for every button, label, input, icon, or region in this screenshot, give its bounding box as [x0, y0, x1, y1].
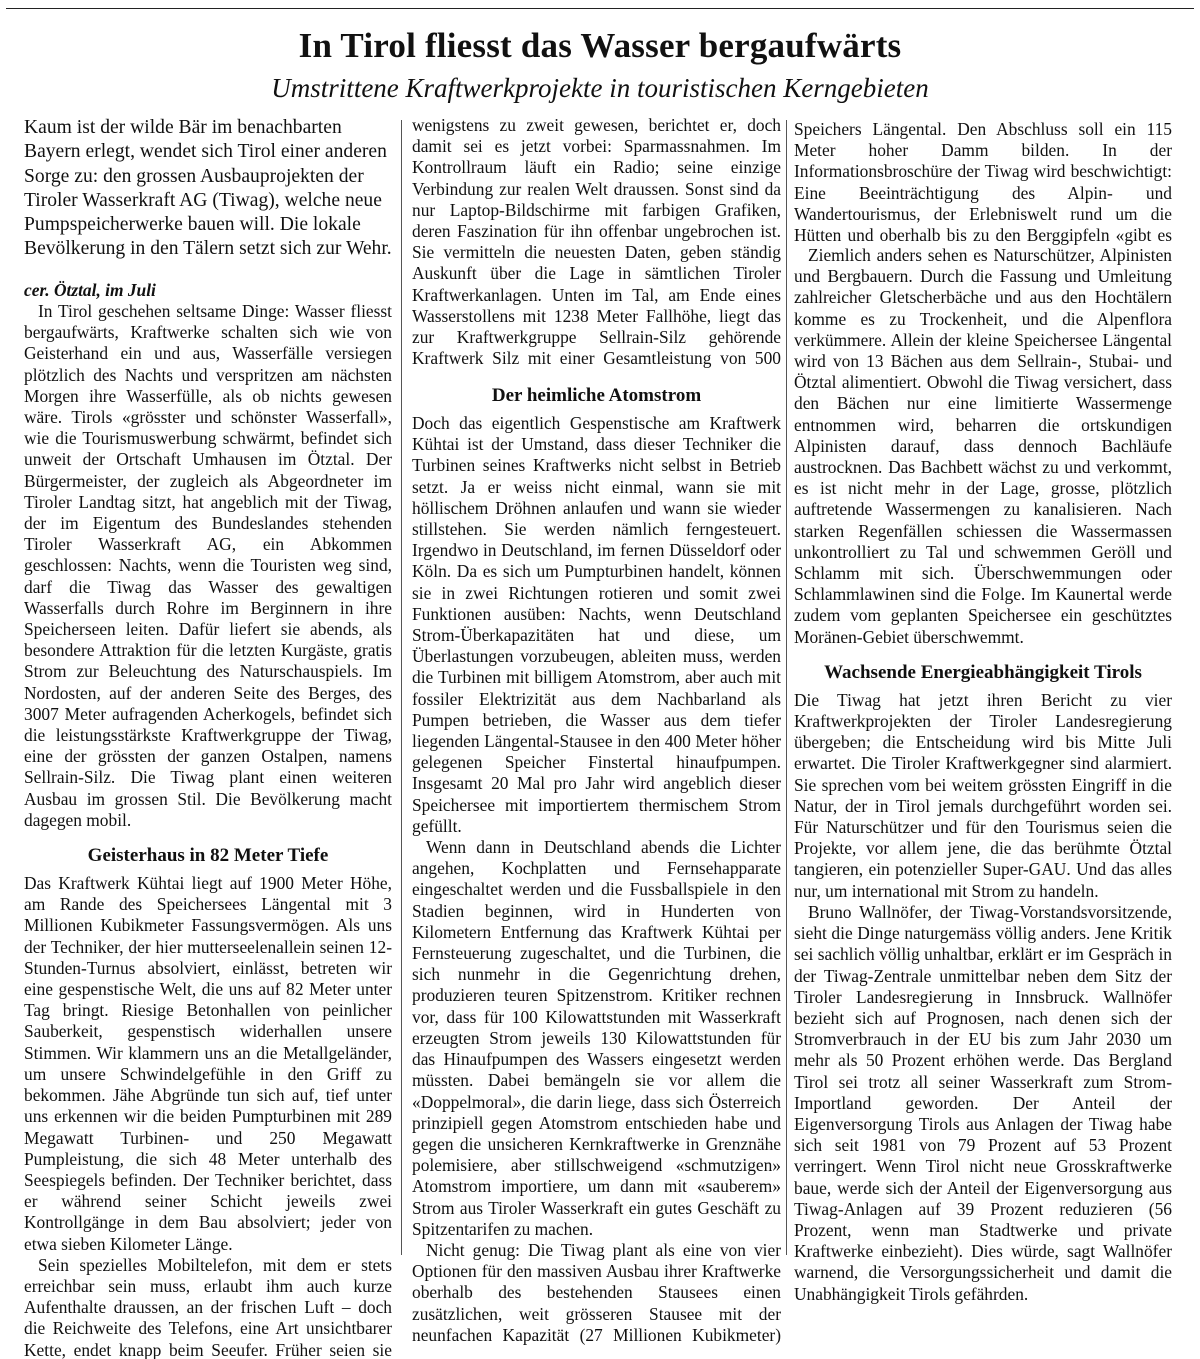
body-paragraph-4: Doch das eigentlich Gespenstische am Kraftwerk Kühtai ist der Umstand, dass dieser Techniker die Turbinen seines Kraftwerks nicht selbst in Betrieb setzt. Ja er weiss nicht einmal, wann sie mit höllischem Dröhnen anlaufen und wann sie wieder stillstehen. Sie werden nämlich ferngesteuert. Irgendwo in Deutschland, im fernen Düsseldorf oder Köln. Da es sich um Pumpturbinen handelt, können sie in zwei Richtungen rotieren und somit zwei Funktionen ausüben: Nachts, wenn Deutschland Strom-Überkapazitäten hat und diese, um Überlastungen vorzubeugen, ableiten muss, werden die Turbinen mit billigem Atomstrom, aber auch mit fossiler Elektrizität aus dem Nachbarland als Pumpen betrieben, die Wasser aus dem tiefer liegenden Längental-Stausee in den 400 Meter höher gelegenen Speicher Finstertal hinaufpumpen. Insgesamt 20 Mal pro Jahr wird angeblich dieser Speichersee mit importiertem thermischem Strom gefüllt.	[412, 413, 781, 836]
article-column-2	[412, 118, 781, 1346]
body-paragraph-6: Nicht genug: Die Tiwag plant als eine von vier Optionen für den massiven Ausbau ihrer Kraftwerke oberhalb des bestehenden Stausees einen zusätzlichen, weit grösseren Stausee mit der neunfachen Kapazität (27 Millionen Kubikmeter)	[412, 1239, 781, 1345]
section-heading-1: Geisterhaus in 82 Meter Tiefe	[87, 845, 329, 867]
column-divider-2	[786, 120, 787, 1255]
article-column-3	[794, 118, 1172, 1305]
body-paragraph-6-cont	[794, 118, 1172, 245]
body-paragraph-8: Die Tiwag hat jetzt ihren Bericht zu vier Kraftwerkprojekten der Tiroler Landesregierung übergeben; die Entscheidung wird bis Mitte Juli erwartet. Die Tiroler Kraftwerkgegner sind alarmiert. Sie sprechen vom bei weitem grössten Eingriff in die Natur, der in Tirol jemals durchgeführt worden sei. Für Naturschützer und für den Tourismus seien die Projekte, vor allem jene, die das berühmte Ötztal tangieren, ein potenzieller Super-GAU. Und das alles nur, um international mit Strom zu handeln.	[794, 689, 1172, 901]
body-paragraph-3-overflow: wenigstens zu zweit gewesen, berichtet er, doch damit sei es jetzt vorbei: Sparmassnahmen. Im Kontrollraum läuft ein Radio; seine einzige Verbindung zur realen Welt draussen. Sonst sind da nur Laptop-Bildschirme mit farbigen Grafiken, deren Faszination für ihn offenbar ungebrochen ist. Sie vermitteln die neuesten Daten, geben ständig Auskunft über die Lage in sämtlichen Tiroler Kraftwerkanlagen. Unten im Tal, am Ende eines Wasserstollens mit 1238 Meter Fallhöhe, liegt das zur Kraftwerkgruppe Sellrain-Silz gehörende Kraftwerk Silz mit einer Gesamtleistung von 500	[412, 118, 781, 369]
body-paragraph-3: Sein spezielles Mobiltelefon, mit dem er stets erreichbar sein muss, erlaubt ihm auch kurze Aufenthalte draussen, an der frischen Luft – doch die Reichweite des Telefons, eine Art unsichtbarer Kette, endet knapp beim Seeufer. Früher seien sie	[24, 1254, 392, 1359]
body-paragraph-3-cont	[412, 118, 781, 371]
body-paragraph-2: Das Kraftwerk Kühtai liegt auf 1900 Meter Höhe, am Rande des Speichersees Längental mit 3 Millionen Kubikmeter Fassungsvermögen. Als uns der Techniker, der hier mutterseelenallein seinen 12-Stunden-Turnus absolviert, einlässt, betreten wir eine gespenstische Welt, die uns auf 82 Meter unter Tag bringt. Riesige Betonhallen von peinlicher Sauberkeit, gespenstisch widerhallen unsere Stimmen. Wir klammern uns an die Metallgeländer, um unsere Schwindelgefühle in den Griff zu bekommen. Jähe Abgründe tun sich auf, tief unter uns erkennen wir die beiden Pumpturbinen mit 289 Megawatt Turbinen- und 250 Megawatt Pumpleistung, die sich 48 Meter unterhalb des Seespiegels befinden. Der Techniker berichtet, dass er während seiner Schicht jeweils zwei Kontrollgänge in dem Bau absolviert; jeder von etwa sieben Kilometer Länge.	[24, 873, 392, 1254]
body-paragraph-7: Ziemlich anders sehen es Naturschützer, Alpinisten und Bergbauern. Durch die Fassung und Umleitung zahlreicher Gletscherbäche und aus den Hochtälern komme es zu Trockenheit, und die Alpenflora verkümmere. Allein der kleine Speichersee Längental wird von 13 Bächen aus dem Sellrain-, Stubai- und Ötztal alimentiert. Obwohl die Tiwag versichert, dass den Bächen nur eine limitierte Wassermenge entnommen wird, beharren die ortskundigen Alpinisten darauf, dass dennoch Bachläufe austrocknen. Das Bachbett wächst zu und verkommt, es ist nicht mehr in der Lage, grosse, plötzlich auftretende Wassermengen zu kanalisieren. Nach starken Regenfällen schiessen die Wassermassen unkontrolliert zu Tal und schwemmen Geröll und Schlamm mit sich. Überschwemmungen oder Schlammlawinen sind die Folge. Im Kaunertal werde zudem vom geplanten Speichersee ein geschütztes Moränen-Gebiet überschwemmt.	[794, 245, 1172, 647]
column-divider-1	[401, 120, 402, 1255]
section-heading-3: Wachsende Energieabhängigkeit Tirols	[824, 661, 1142, 683]
body-paragraph-9: Bruno Wallnöfer, der Tiwag-Vorstandsvorsitzende, sieht die Dinge naturgemäss völlig anders. Jene Kritik sei sachlich völlig unhaltbar, erklärt er im Gespräch in der Tiwag-Zentrale unmittelbar neben dem Sitz der Tiroler Landesregierung in Innsbruck. Wallnöfer bezieht sich auf Prognosen, nach denen sich der Stromverbrauch in der EU bis zum Jahr 2030 um mehr als 50 Prozent erhöhen werde. Das Bergland Tirol sei trotz all seiner Wasserkraft zum Strom-Importland geworden. Der Anteil der Eigenversorgung Tirols aus Anlagen der Tiwag habe sich seit 1981 von 79 Prozent auf 53 Prozent verringert. Wenn Tirol nicht neue Grosskraftwerke baue, werde sich der Anteil der Eigenversorgung aus Tiwag-Anlagen auf 39 Prozent reduzieren (56 Prozent, wenn man Stadtwerke und private Kraftwerke einbezieht). Dies würde, sagt Wallnöfer warnend, die Versorgungssicherheit und damit die Unabhängigkeit Tirols gefährden.	[794, 901, 1172, 1304]
body-paragraph-1: In Tirol geschehen seltsame Dinge: Wasser fliesst bergaufwärts, Kraftwerke schalten sich wie von Geisterhand ein und aus, Wasserfälle versiegen plötzlich des Nachts und verspritzen am nächsten Morgen ihre Wasserfülle, als ob nichts gewesen wäre. Tirols «grösster und schönster Wasserfall», wie die Tourismuswerbung schwärmt, befindet sich unweit der Ortschaft Umhausen im Ötztal. Der Bürgermeister, der zugleich als Abgeordneter im Tiroler Landtag sitzt, hat angeblich mit der Tiwag, der im Eigentum des Bundeslandes stehenden Tiroler Wasserkraft AG, ein Abkommen geschlossen: Nachts, wenn die Touristen weg sind, darf die Tiwag das Wasser des gewaltigen Wasserfalls durch Rohre im Berginnern in ihre Speicherseen leiten. Dafür liefert sie abends, als besondere Attraktion für die letzten Kurgäste, gratis Strom zur Beleuchtung des Naturschauspiels. Im Nordosten, auf der anderen Seite des Berges, des 3007 Meter aufragenden Acherkogels, befindet sich die leistungsstärkste Kraftwerkgruppe der Tiwag, eine der grössten der ganzen Ostalpen, namens Sellrain-Silz. Die Tiwag plant einen weiteren Ausbau im grossen Stil. Die Bevölkerung macht dagegen mobil.	[24, 300, 392, 830]
lead-paragraph: Kaum ist der wilde Bär im benachbarten Bayern erlegt, wendet sich Tirol einer anderen Sorge zu: den grossen Ausbauprojekten der Tiroler Wasserkraft AG (Tiwag), welche neue Pumpspeicherwerke bauen will. Die lokale Bevölkerung in den Tälern setzt sich zur Wehr.	[24, 117, 392, 260]
body-paragraph-6-overflow: Speichers Längental. Den Abschluss soll ein 115 Meter hoher Damm bilden. In der Informationsbroschüre der Tiwag wird beschwichtigt: Eine Beeinträchtigung des Alpin- und Wandertourismus, der Erlebniswelt rund um die Hütten und oberhalb bis zu den Berggipfeln «gibt es	[794, 119, 1172, 245]
body-paragraph-5: Wenn dann in Deutschland abends die Lichter angehen, Kochplatten und Fernsehapparate eingeschaltet werden und die Fussballspiele in den Stadien beginnen, wird in Hunderten von Kilometern Entfernung das Kraftwerk Kühtai per Fernsteuerung zugeschaltet, und die Turbinen, die sich nunmehr in die Gegenrichtung drehen, produzieren teuren Spitzenstrom. Kritiker rechnen vor, dass für 100 Kilowattstunden mit Wasserkraft erzeugten Strom jeweils 130 Kilowattstunden für das Hinaufpumpen des Wassers eingesetzt werden müssten. Dabei bemängeln sie vor allem die «Doppelmoral», die darin liege, dass sich Österreich prinzipiell gegen Atomstrom entschieden habe und gegen die unsicheren Kernkraftwerke in Grenznähe polemisiere, aber stillschweigend «schmutzigen» Atomstrom importiere, um dann mit «sauberem» Strom aus Tiroler Wasserkraft ein gutes Geschäft zu Spitzentarifen zu machen.	[412, 837, 781, 1239]
article-column-1	[24, 116, 392, 1359]
section-heading-2: Der heimliche Atomstrom	[491, 385, 702, 406]
top-rule	[6, 8, 1194, 9]
dateline: cer. Ötztal, im Juli	[24, 279, 156, 300]
headline: In Tirol fliesst das Wasser bergaufwärts	[298, 26, 902, 65]
subheadline: Umstrittene Kraftwerkprojekte in touristischen Kerngebieten	[271, 73, 929, 103]
